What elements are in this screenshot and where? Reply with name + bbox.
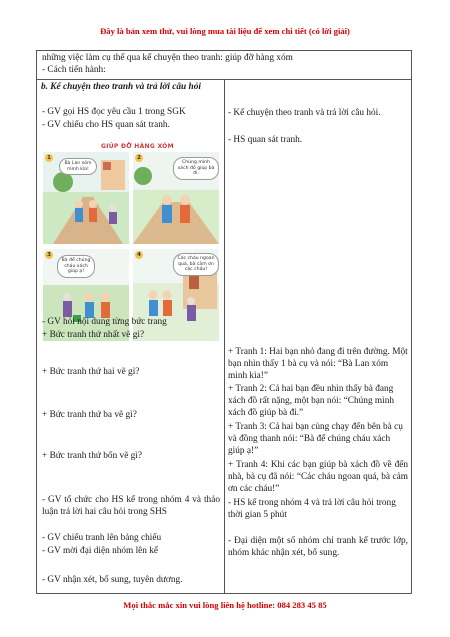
teacher-step: - GV mời đại diện nhóm lên kể	[42, 546, 159, 556]
panel-number: 4	[135, 251, 143, 259]
teacher-question: + Bức tranh thứ ba vẽ gì?	[42, 410, 137, 420]
student-answer: + Tranh 1: Hai bạn nhỏ đang đi trên đường. Một bạn nhìn thấy 1 bà cụ và nói: “Bà Lan xóm mình kìa!”	[228, 347, 408, 382]
preview-notice: Đây là bản xem thử, vui lòng mua tài liệu để xem chi tiết (có lời giải)	[100, 26, 350, 36]
procedure-label: - Cách tiến hành:	[42, 65, 106, 75]
teacher-question: + Bức tranh thứ bốn vẽ gì?	[42, 451, 143, 461]
student-activity: - Đại diện một số nhóm chỉ tranh kể trước lớp, nhóm khác nhận xét, bổ sung.	[228, 536, 408, 559]
teacher-step: - GV tổ chức cho HS kể trong nhóm 4 và thảo luận trả lời hai câu hỏi trong SHS	[42, 495, 220, 518]
speech-bubble: Các cháu ngoan quá, bà cảm ơn các cháu!	[173, 253, 219, 276]
story-illustration	[41, 143, 219, 343]
lesson-table	[36, 50, 412, 594]
panel-number: 3	[45, 251, 53, 259]
comic-panel	[133, 152, 219, 244]
speech-bubble: Bà để chúng cháu xách giúp ạ!	[57, 255, 95, 278]
section-heading: b. Kể chuyện theo tranh và trả lời câu hỏi	[41, 82, 201, 92]
student-answer: + Tranh 3: Cả hai bạn cùng chạy đến bên bà cụ và đồng thanh nói: “Bà để chúng cháu xách giúp ạ!”	[228, 422, 403, 457]
teacher-step: - GV gọi HS đọc yêu cầu 1 trong SGK	[42, 107, 186, 117]
student-activity: - HS quan sát tranh.	[228, 135, 303, 145]
comic-panel	[43, 152, 129, 244]
teacher-question: + Bức tranh thứ nhất vẽ gì?	[42, 330, 145, 340]
student-activity: - HS kể trong nhóm 4 và trả lời câu hỏi trong thời gian 5 phút	[228, 498, 396, 521]
speech-bubble: Chúng mình xách đồ giúp bà đi.	[173, 157, 219, 180]
panel-number: 2	[135, 154, 143, 162]
teacher-step: - GV chiếu cho HS quan sát tranh.	[42, 120, 170, 130]
teacher-step: - GV nhận xét, bổ sung, tuyên dương.	[42, 575, 183, 585]
student-activity: - Kể chuyện theo tranh và trả lời câu hỏi.	[228, 108, 381, 118]
teacher-question: + Bức tranh thứ hai vẽ gì?	[42, 367, 140, 377]
hotline-notice: Mọi thắc mắc xin vui lòng liên hệ hotline: 084 283 45 85	[123, 600, 327, 610]
speech-bubble: Bà Lan xóm mình kìa!	[59, 158, 97, 175]
intro-line: những việc làm cụ thể qua kể chuyện theo tranh: giúp đỡ hàng xóm	[42, 53, 293, 63]
panel-number: 1	[45, 154, 53, 162]
column-divider	[224, 79, 225, 593]
student-answer: + Tranh 2: Cả hai bạn đều nhìn thấy bà đang xách đồ rất nặng, một bạn nói: “Chúng mình xách đồ giúp bà đi.”	[228, 384, 395, 419]
illustration-title: GIÚP ĐỠ HÀNG XÓM	[101, 143, 174, 150]
teacher-step: - GV chiếu tranh lên bảng chiếu	[42, 533, 162, 543]
student-answer: + Tranh 4: Khi các bạn giúp bà xách đồ về đến nhà, bà cụ đã nói: “Các cháu ngoan quá, bà cảm ơn các cháu!”	[228, 460, 408, 495]
teacher-step: - GV hỏi nội dung từng bức trang	[42, 317, 167, 327]
